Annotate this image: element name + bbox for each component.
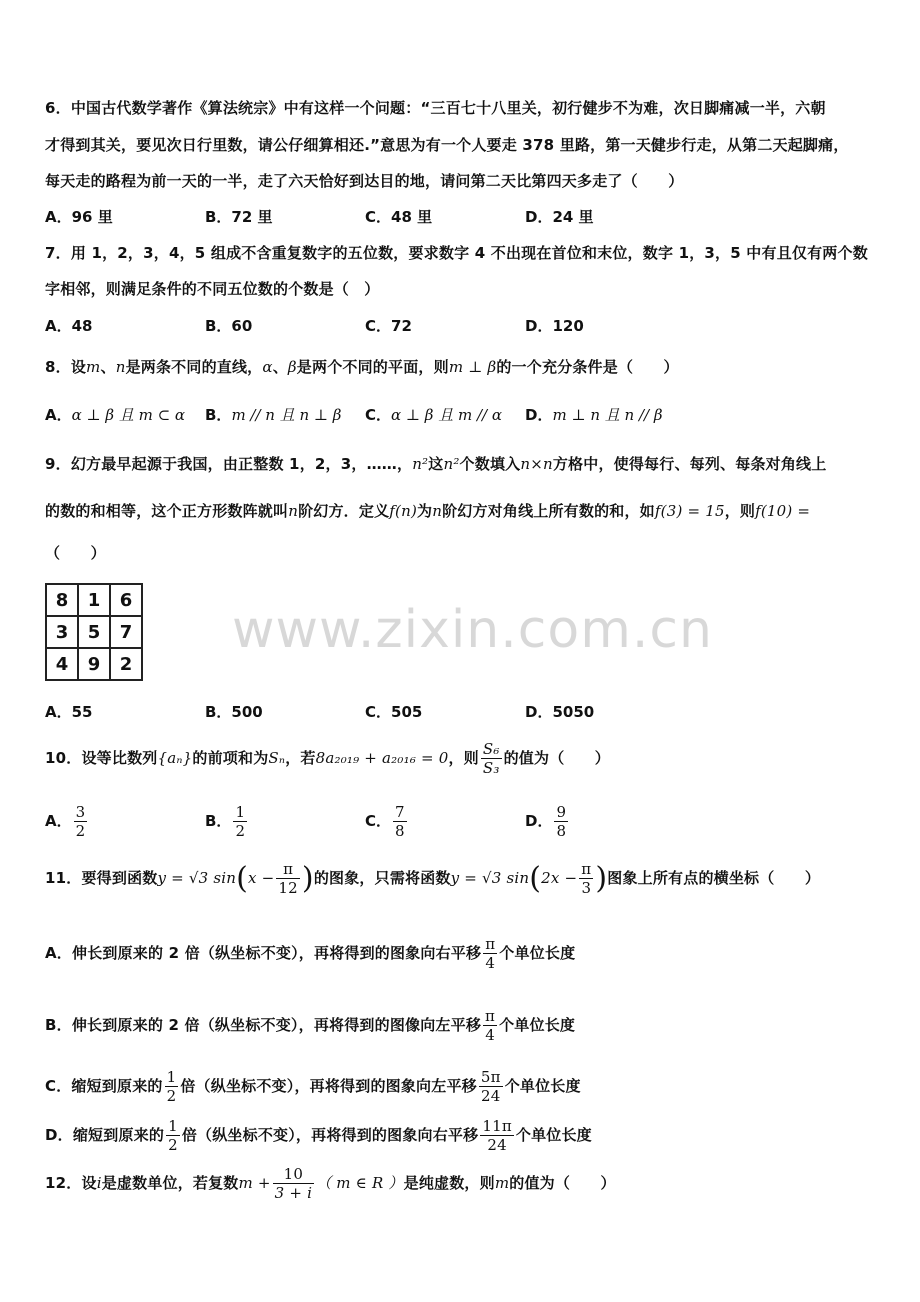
q11-option-d-num: 11π [482, 1117, 512, 1135]
q8-option-b [205, 404, 341, 425]
q10-ratio-num: S₆ [482, 740, 500, 758]
magic-cell: 3 [46, 616, 78, 648]
q11-option-d-mid: 倍（纵坐标不变），再将得到的图象向右平移 [181, 1126, 479, 1144]
q7-line2: 字相邻，则满足条件的不同五位数的个数是（ ） [45, 280, 380, 298]
q10-option-b-num: 1 [235, 803, 245, 821]
q8-option-a [45, 404, 185, 425]
q10-option-c-num: 7 [395, 803, 405, 821]
q8-sep2: 、 [272, 358, 288, 376]
q11-option-d-den: 24 [487, 1136, 507, 1154]
q12-frac [273, 1165, 314, 1202]
q8-sep1: 、 [100, 358, 116, 376]
magic-cell: 7 [110, 616, 142, 648]
q9-n-squared-a: n² [412, 455, 429, 473]
q10-ratio [481, 740, 502, 777]
q10-mid1: 的前项和为 [192, 749, 269, 767]
q9-n-squared-b: n² [443, 455, 460, 473]
q11-f1-b: x − [248, 869, 275, 887]
q10-option-b-den: 2 [235, 822, 245, 840]
q11-f2-rparen: ) [595, 861, 608, 896]
q8-option-a-expr: α ⊥ β 且 m ⊂ α [71, 406, 186, 424]
q11-option-c-tail: 个单位长度 [504, 1077, 581, 1095]
magic-row [46, 616, 142, 648]
q9-line2-b: 阶幻方．定义 [298, 502, 390, 520]
q11-f1-frac [276, 860, 300, 897]
magic-cell: 2 [110, 648, 142, 680]
q10-stem [45, 740, 610, 777]
q10-option-d-frac [554, 803, 568, 840]
q9-option-d: D．5050 [525, 703, 595, 721]
q10-suffix: 的值为（ ） [503, 749, 610, 767]
q11-option-d [45, 1117, 592, 1154]
q10-mid2: ，若 [285, 749, 316, 767]
q12-mid2: 是纯虚数，则 [403, 1174, 495, 1192]
q11-option-b-text: B．伸长到原来的 2 倍（纵坐标不变），再将得到的图像向左平移 [45, 1016, 482, 1034]
q8-var-beta: β [287, 358, 297, 376]
q10-seq: {aₙ} [157, 749, 193, 767]
q10-ratio-den: S₃ [482, 759, 500, 777]
q10-option-c [365, 803, 409, 840]
q8-option-c-expr: α ⊥ β 且 m // α [391, 406, 502, 424]
q8-var-m: m [86, 358, 101, 376]
q8-option-d-label: D． [525, 406, 553, 424]
q11-option-b-tail: 个单位长度 [499, 1016, 576, 1034]
q9-line1-d: 方格中，使得每行、每列、每条对角线上 [552, 455, 827, 473]
q11-suffix: 图象上所有点的横坐标（ ） [607, 869, 821, 887]
q11-option-d-half-den: 2 [168, 1136, 178, 1154]
magic-square [45, 583, 143, 681]
q9-line2 [45, 500, 810, 521]
magic-cell: 6 [110, 584, 142, 616]
q9-line2-c: 为 [417, 502, 433, 520]
q8-option-c [365, 404, 502, 425]
q11-option-d-half [166, 1117, 180, 1154]
q11-option-d-half-num: 1 [168, 1117, 178, 1135]
watermark: www.zixin.com.cn [232, 600, 713, 660]
q9-line2-e: ，则 [724, 502, 756, 520]
q11-f2-lparen: ( [529, 861, 542, 896]
q11-option-c-frac [479, 1068, 503, 1105]
q10-option-b-label: B． [205, 812, 232, 830]
q11-f1-lparen: ( [236, 861, 248, 896]
q7-option-d: D．120 [525, 317, 584, 335]
magic-row [46, 648, 142, 680]
q10-option-b-frac [233, 803, 247, 840]
q12-frac-num: 10 [273, 1165, 314, 1184]
q9-line1 [45, 453, 826, 474]
q10-sn: Sₙ [268, 749, 286, 767]
q10-option-a-label: A． [45, 812, 72, 830]
q6-line3: 每天走的路程为前一天的一半，走了六天恰好到达目的地，请问第二天比第四天多走了（ ） [45, 172, 684, 190]
magic-cell: 8 [46, 584, 78, 616]
q9-line2-a: 的数的和相等，这个正方形数阵就叫 [45, 502, 289, 520]
q12-m-plus: m + [238, 1174, 271, 1192]
q9-option-b: B．500 [205, 703, 263, 721]
q10-option-a-den: 2 [75, 822, 86, 840]
q11-option-c-mid: 倍（纵坐标不变），再将得到的图象向左平移 [180, 1077, 477, 1095]
q8-option-a-label: A． [45, 406, 72, 424]
q9-n-by-n: n×n [520, 455, 553, 473]
q12-frac-den: 3 + i [274, 1184, 313, 1202]
q8-option-d-expr: m ⊥ n 且 n // β [552, 406, 663, 424]
q11-option-b [45, 1007, 575, 1044]
q11-option-a [45, 935, 575, 972]
q11-option-c-text: C．缩短到原来的 [45, 1077, 163, 1095]
q8-prefix: 8．设 [45, 358, 87, 376]
q9-line3: （ ） [45, 544, 106, 562]
q12-prefix: 12．设 [45, 1174, 97, 1192]
q10-option-d-den: 8 [556, 822, 566, 840]
q10-option-a-num: 3 [75, 803, 86, 821]
q11-f1-rparen: ) [301, 861, 314, 896]
q6-option-a: A．96 里 [45, 208, 113, 226]
q6-option-c: C．48 里 [365, 208, 433, 226]
q11-option-c-den: 24 [481, 1087, 501, 1105]
q11-option-a-text: A．伸长到原来的 2 倍（纵坐标不变），再将得到的图象向右平移 [45, 944, 482, 962]
magic-cell: 1 [78, 584, 110, 616]
q11-option-a-den: 4 [485, 954, 496, 972]
q12-stem [45, 1165, 616, 1202]
q8-var-n: n [115, 358, 126, 376]
q9-var-n2: n [432, 502, 443, 520]
q9-line1-c: 个数填入 [459, 455, 521, 473]
q10-option-d-label: D． [525, 812, 553, 830]
q6-option-d: D．24 里 [525, 208, 594, 226]
q6-line2: 才得到其关，要见次日行里数，请公仔细算相还.”意思为有一个人要走 378 里路，第一天健步行走，从第二天起脚痛， [45, 136, 849, 154]
q11-option-b-frac [483, 1007, 497, 1044]
q10-option-c-label: C． [365, 812, 392, 830]
magic-cell: 9 [78, 648, 110, 680]
q11-option-b-num: π [485, 1007, 496, 1025]
q12-suffix: 的值为（ ） [509, 1174, 616, 1192]
magic-cell: 5 [78, 616, 110, 648]
q7-line1: 7．用 1，2，3，4，5 组成不含重复数字的五位数，要求数字 4 不出现在首位和末位，数字 1，3，5 中有且仅有两个数 [45, 244, 868, 262]
q11-f1-num: π [276, 860, 300, 879]
q11-f2-num: π [581, 860, 592, 878]
q11-option-c-half-num: 1 [166, 1068, 177, 1086]
q10-option-a [45, 803, 89, 840]
q8-suffix: 的一个充分条件是（ ） [496, 358, 679, 376]
q9-option-c: C．505 [365, 703, 423, 721]
q10-mid3: ，则 [448, 749, 479, 767]
q8-mid2: 是两个不同的平面，则 [296, 358, 449, 376]
q11-option-b-den: 4 [485, 1026, 495, 1044]
q8-option-b-label: B． [205, 406, 232, 424]
q11-option-d-tail: 个单位长度 [515, 1126, 592, 1144]
q11-f2-frac [579, 860, 593, 897]
q9-f10: f(10) = [755, 502, 811, 520]
q11-stem [45, 860, 820, 897]
q8-stem [45, 356, 679, 377]
q9-f3: f(3) = 15 [654, 502, 725, 520]
q11-option-c-half [165, 1068, 179, 1105]
q11-option-c-half-den: 2 [166, 1087, 177, 1105]
q10-equation: 8a₂₀₁₉ + a₂₀₁₆ = 0 [315, 749, 449, 767]
q11-f2-a: y = √3 sin [450, 869, 530, 887]
q10-prefix: 10．设等比数列 [45, 749, 158, 767]
q9-var-n: n [288, 502, 299, 520]
q9-line1-a: 9．幻方最早起源于我国，由正整数 1，2，3，……， [45, 455, 413, 473]
q8-mid1: 是两条不同的直线， [125, 358, 263, 376]
q7-option-c: C．72 [365, 317, 412, 335]
q8-condition: m ⊥ β [448, 358, 497, 376]
q11-option-d-text: D．缩短到原来的 [45, 1126, 165, 1144]
q10-option-d-num: 9 [556, 803, 566, 821]
q8-option-c-label: C． [365, 406, 392, 424]
q12-var-m: m [494, 1174, 510, 1192]
q10-option-b [205, 803, 249, 840]
q11-prefix: 11．要得到函数 [45, 869, 158, 887]
q11-f2-b: 2x − [541, 869, 578, 887]
q11-option-c-num: 5π [480, 1068, 501, 1086]
q11-f1-den: 12 [278, 879, 298, 897]
q9-line1-b: 这 [428, 455, 444, 473]
q11-option-a-frac [483, 935, 497, 972]
q11-f2-den: 3 [581, 879, 592, 897]
q11-option-a-num: π [485, 935, 496, 953]
q6-option-b: B．72 里 [205, 208, 273, 226]
q10-option-a-frac [74, 803, 88, 840]
q8-var-alpha: α [262, 358, 273, 376]
magic-row [46, 584, 142, 616]
q11-option-a-tail: 个单位长度 [499, 944, 576, 962]
q8-option-b-expr: m // n 且 n ⊥ β [231, 406, 342, 424]
magic-cell: 4 [46, 648, 78, 680]
q11-option-c [45, 1068, 581, 1105]
q11-mid: 的图象，只需将函数 [313, 869, 451, 887]
q10-option-d [525, 803, 570, 840]
q11-f1-a: y = √3 sin [157, 869, 237, 887]
q7-option-a: A．48 [45, 317, 93, 335]
q7-option-b: B．60 [205, 317, 253, 335]
q9-fn: f(n) [389, 502, 417, 520]
q11-option-d-frac [480, 1117, 514, 1154]
q10-option-c-frac [393, 803, 407, 840]
q6-line1: 6．中国古代数学著作《算法统宗》中有这样一个问题：“三百七十八里关，初行健步不为难，次日脚痛减一半，六朝 [45, 99, 826, 117]
q12-var-i: i [96, 1174, 102, 1192]
q9-option-a: A．55 [45, 703, 93, 721]
q10-option-c-den: 8 [395, 822, 405, 840]
q12-mid1: 是虚数单位，若复数 [101, 1174, 239, 1192]
q12-condition: （ m ∈ R ） [316, 1174, 404, 1192]
q8-option-d [525, 404, 663, 425]
q9-line2-d: 阶幻方对角线上所有数的和，如 [442, 502, 655, 520]
